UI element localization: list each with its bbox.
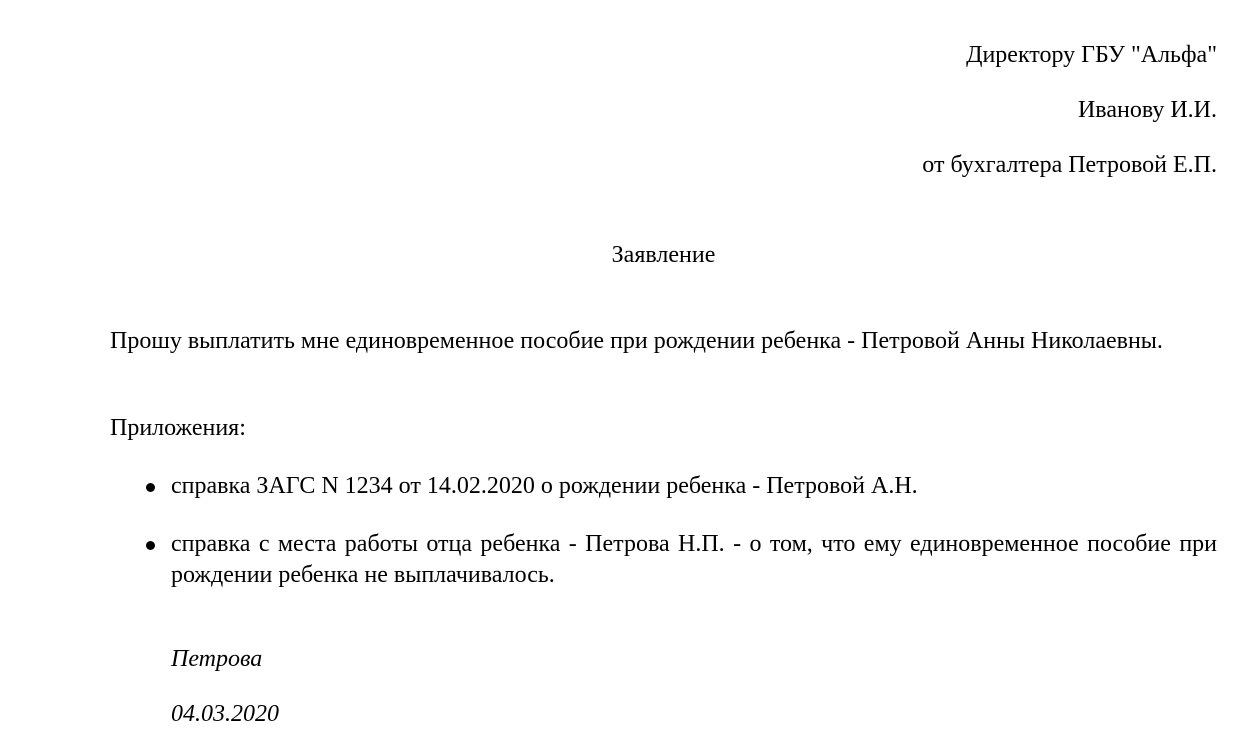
request-paragraph: Прошу выплатить мне единовременное пособие при рождении ребенка - Петровой Анны Николаевны.: [110, 328, 1163, 354]
attachment-text: справка ЗАГС N 1234 от 14.02.2020 о рождении ребенка - Петровой А.Н.: [171, 473, 918, 499]
addressee-line: Директору ГБУ "Альфа": [966, 42, 1217, 68]
attachment-item: [110, 471, 1217, 502]
bullet-icon: [146, 541, 155, 550]
attachments-label: Приложения:: [110, 415, 246, 441]
sender-line: от бухгалтера Петровой Е.П.: [922, 152, 1217, 178]
attachment-text: справка с места работы отца ребенка - Петрова Н.П. - о том, что ему единовременное пособие при рождении ребенка не выплачивалось.: [171, 531, 1217, 588]
addressee-name: Иванову И.И.: [1077, 97, 1217, 123]
attachment-item: [110, 529, 1217, 591]
document-title: Заявление: [611, 242, 716, 268]
attachments-list: [110, 471, 1217, 618]
signature-date: 04.03.2020: [171, 701, 279, 727]
bullet-icon: [146, 483, 155, 492]
addressee-block: [922, 40, 1217, 205]
signature-name: Петрова: [171, 646, 263, 672]
